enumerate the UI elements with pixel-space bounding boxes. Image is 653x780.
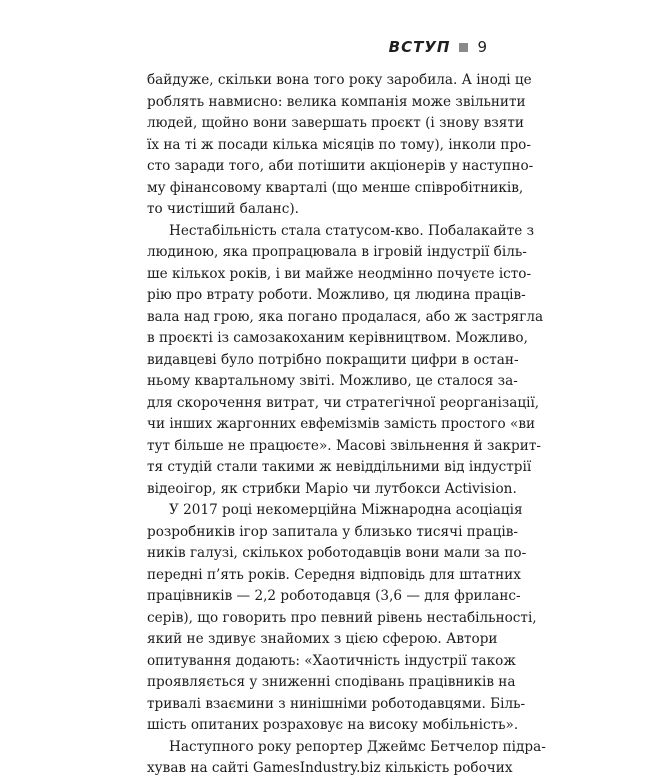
text-line: їх на ті ж посади кілька місяців по тому), інколи про- <box>147 136 531 153</box>
text-line: байдуже, скільки вона того року заробила. А іноді це <box>147 72 532 88</box>
running-head <box>389 38 488 56</box>
text-line: опитування додають: «Хаотичність індустрії також <box>147 652 516 669</box>
text-line: то чистіший баланс). <box>147 201 299 217</box>
text-line: ників галузі, скількох роботодавців вони мали за по- <box>147 545 527 561</box>
text-line: людиною, яка пропрацювала в ігровій індустрії біль- <box>147 244 527 260</box>
text-line: тривалі взаємини з нинішніми роботодавцями. Біль- <box>147 695 526 712</box>
text-line: шість опитаних розраховує на високу мобільність». <box>147 717 519 733</box>
square-separator-icon <box>459 43 468 52</box>
text-line: який не здивує знайомих з цією сферою. Автори <box>147 631 498 647</box>
text-line: працівників — 2,2 роботодавця (3,6 — для фриланс- <box>147 588 521 604</box>
body-text <box>147 70 546 780</box>
text-line: чи інших жаргонних евфемізмів замість простого «ви <box>147 416 536 432</box>
text-line: Наступного року репортер Джеймс Бетчелор підра- <box>169 738 546 755</box>
text-line: в проєкті із самозакоханим керівництвом. Можливо, <box>147 330 528 346</box>
text-line: передні п’ять років. Середня відповідь для штатних <box>147 566 521 583</box>
chapter-title: ВСТУП <box>388 38 451 56</box>
text-line: У 2017 році некомерційна Міжнародна асоціація <box>169 502 523 518</box>
text-line: сто заради того, аби потішити акціонерів у наступно- <box>147 158 534 174</box>
page-number: 9 <box>477 38 488 56</box>
text-line: вала над грою, яка погано продалася, або ж застрягла <box>147 308 544 325</box>
text-line: ше кількох років, і ви майже неодмінно почуєте істо- <box>147 265 532 282</box>
text-line: тут більше не працюєте». Масові звільнення й закрит- <box>147 437 541 454</box>
text-line: тя студій стали такими ж невіддільними від індустрії <box>147 459 532 475</box>
text-line: му фінансовому кварталі (що менше співробітників, <box>147 179 524 196</box>
text-line: розробників ігор запитала у близько тисячі праців- <box>147 523 518 540</box>
text-line: людей, щойно вони завершать проєкт (і знову взяти <box>147 115 524 131</box>
text-line: ньому квартальному звіті. Можливо, це сталося за- <box>147 373 518 389</box>
text-line: Нестабільність стала статусом-кво. Побалакайте з <box>169 222 534 239</box>
text-line: видавцеві було потрібно покращити цифри в остан- <box>147 351 519 368</box>
text-line: для скорочення витрат, чи стратегічної реорганізації, <box>147 394 540 411</box>
text-line: хував на сайті GamesIndustry.biz кількість робочих <box>147 760 513 776</box>
text-line: роблять навмисно: велика компанія може звільнити <box>147 93 526 110</box>
text-line: рію про втрату роботи. Можливо, ця людина праців- <box>147 287 526 303</box>
text-line: серів), що говорить про певний рівень нестабільності, <box>147 609 537 626</box>
text-line: відеоігор, як стрибки Маріо чи лутбокси Activision. <box>147 480 517 497</box>
text-line: проявляється у зниженні сподівань працівників на <box>147 674 516 690</box>
